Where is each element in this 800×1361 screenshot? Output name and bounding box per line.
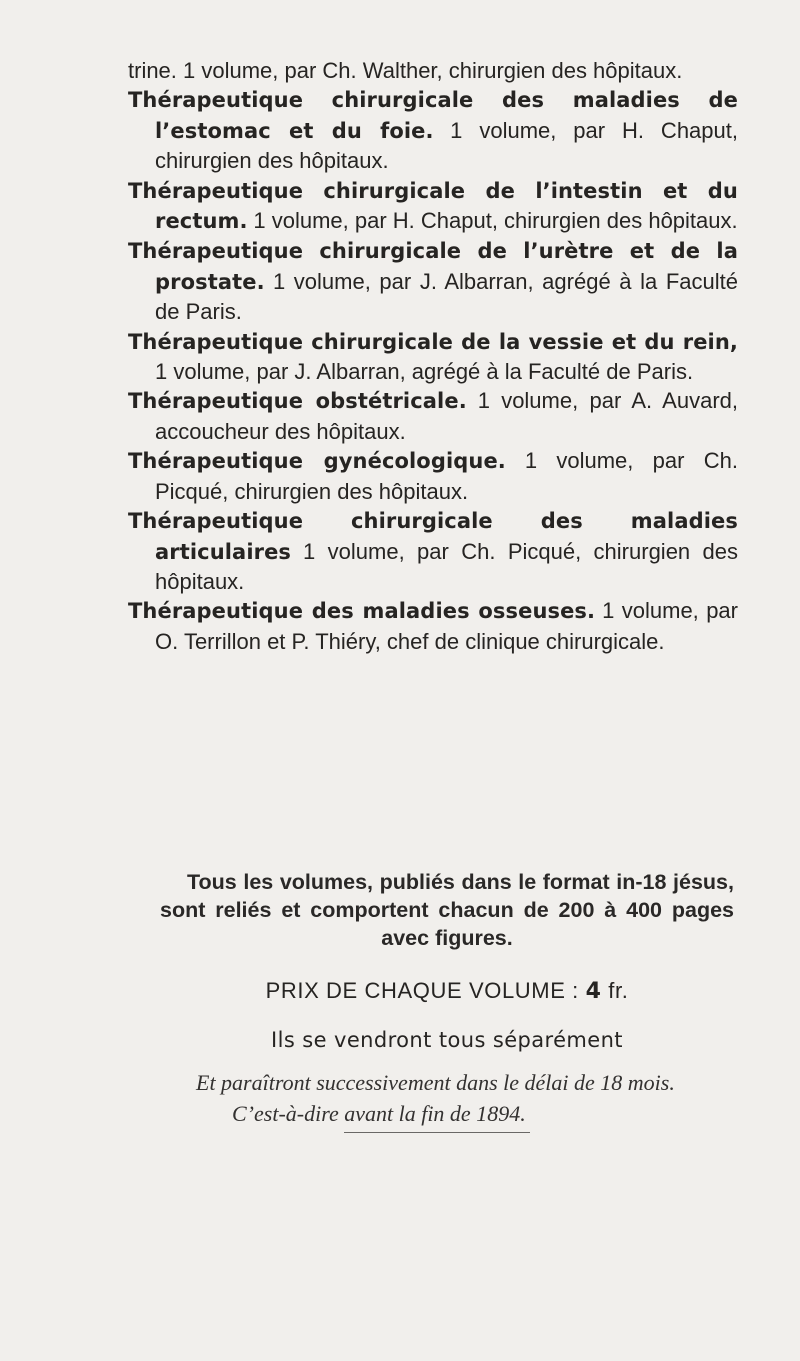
entry-title: Thérapeutique chirurgicale de la vessie et du rein, (128, 329, 738, 354)
format-notice (160, 868, 734, 952)
price-amount: 4 (585, 979, 602, 1004)
entry-details: 1 volume, par J. Albarran, agrégé à la Faculté de Paris. (155, 359, 694, 385)
entry-details: trine. 1 volume, par Ch. Walther, chirurgien des hôpitaux. (128, 58, 683, 83)
catalog-entry (128, 386, 738, 446)
forthcoming-note (196, 1067, 756, 1129)
format-notice-text: Tous les volumes, publiés dans le format in-18 jésus, sont reliés et comportent chacun de 200 à 400 pages avec figures. (160, 870, 734, 950)
entry-title: Thérapeutique chirurgicale de l’intestin et du rectum. (128, 178, 738, 234)
price-currency: fr. (608, 978, 629, 1003)
entry-details: 1 volume, par H. Chaput, chirurgien des hôpitaux. (253, 208, 738, 234)
catalog-entry (128, 85, 738, 175)
price-line (160, 978, 734, 1004)
entry-title: Thérapeutique gynécologique. (128, 449, 506, 474)
entry-title: Thérapeutique chirurgicale de l’urètre et de la prostate. (128, 239, 738, 294)
entry-details: 1 volume, par O. Terrillon et P. Thiéry, chef de clinique chirurgicale. (155, 598, 738, 654)
forthcoming-line-2: C’est-à-dire avant la fin de 1894. (232, 1101, 526, 1126)
sale-note: Ils se vendront tous séparément (271, 1028, 623, 1052)
entry-details: 1 volume, par Ch. Picqué, chirurgien des hôpitaux. (155, 538, 739, 594)
entry-title: Thérapeutique obstétricale. (128, 389, 467, 414)
entry-title: Thérapeutique chirurgicale des maladies articulaires (128, 509, 738, 564)
catalog-entry (128, 506, 738, 596)
entry-details: 1 volume, par H. Chaput, chirurgien des hôpitaux. (155, 117, 738, 174)
price-label: PRIX DE CHAQUE VOLUME : (265, 978, 579, 1003)
entry-title: Thérapeutique des maladies osseuses. (128, 599, 596, 624)
catalog-list (128, 56, 738, 656)
catalog-entry (128, 327, 738, 387)
entry-details: 1 volume, par Ch. Picqué, chirurgien des hôpitaux. (155, 448, 738, 504)
catalog-entry (128, 446, 738, 506)
entry-details: 1 volume, par J. Albarran, agrégé à la Faculté de Paris. (155, 268, 739, 325)
catalog-entry (128, 176, 738, 237)
catalog-entry (128, 596, 738, 656)
entry-details: 1 volume, par A. Auvard, accoucheur des hôpitaux. (155, 388, 738, 444)
entry-title: Thérapeutique chirurgicale des maladies de l’estomac et du foie. (128, 88, 738, 143)
forthcoming-line-1: Et paraîtront successivement dans le délai de 18 mois. (196, 1070, 675, 1095)
catalog-entry (128, 56, 738, 85)
catalog-entry (128, 236, 738, 326)
closing-rule (344, 1132, 530, 1133)
